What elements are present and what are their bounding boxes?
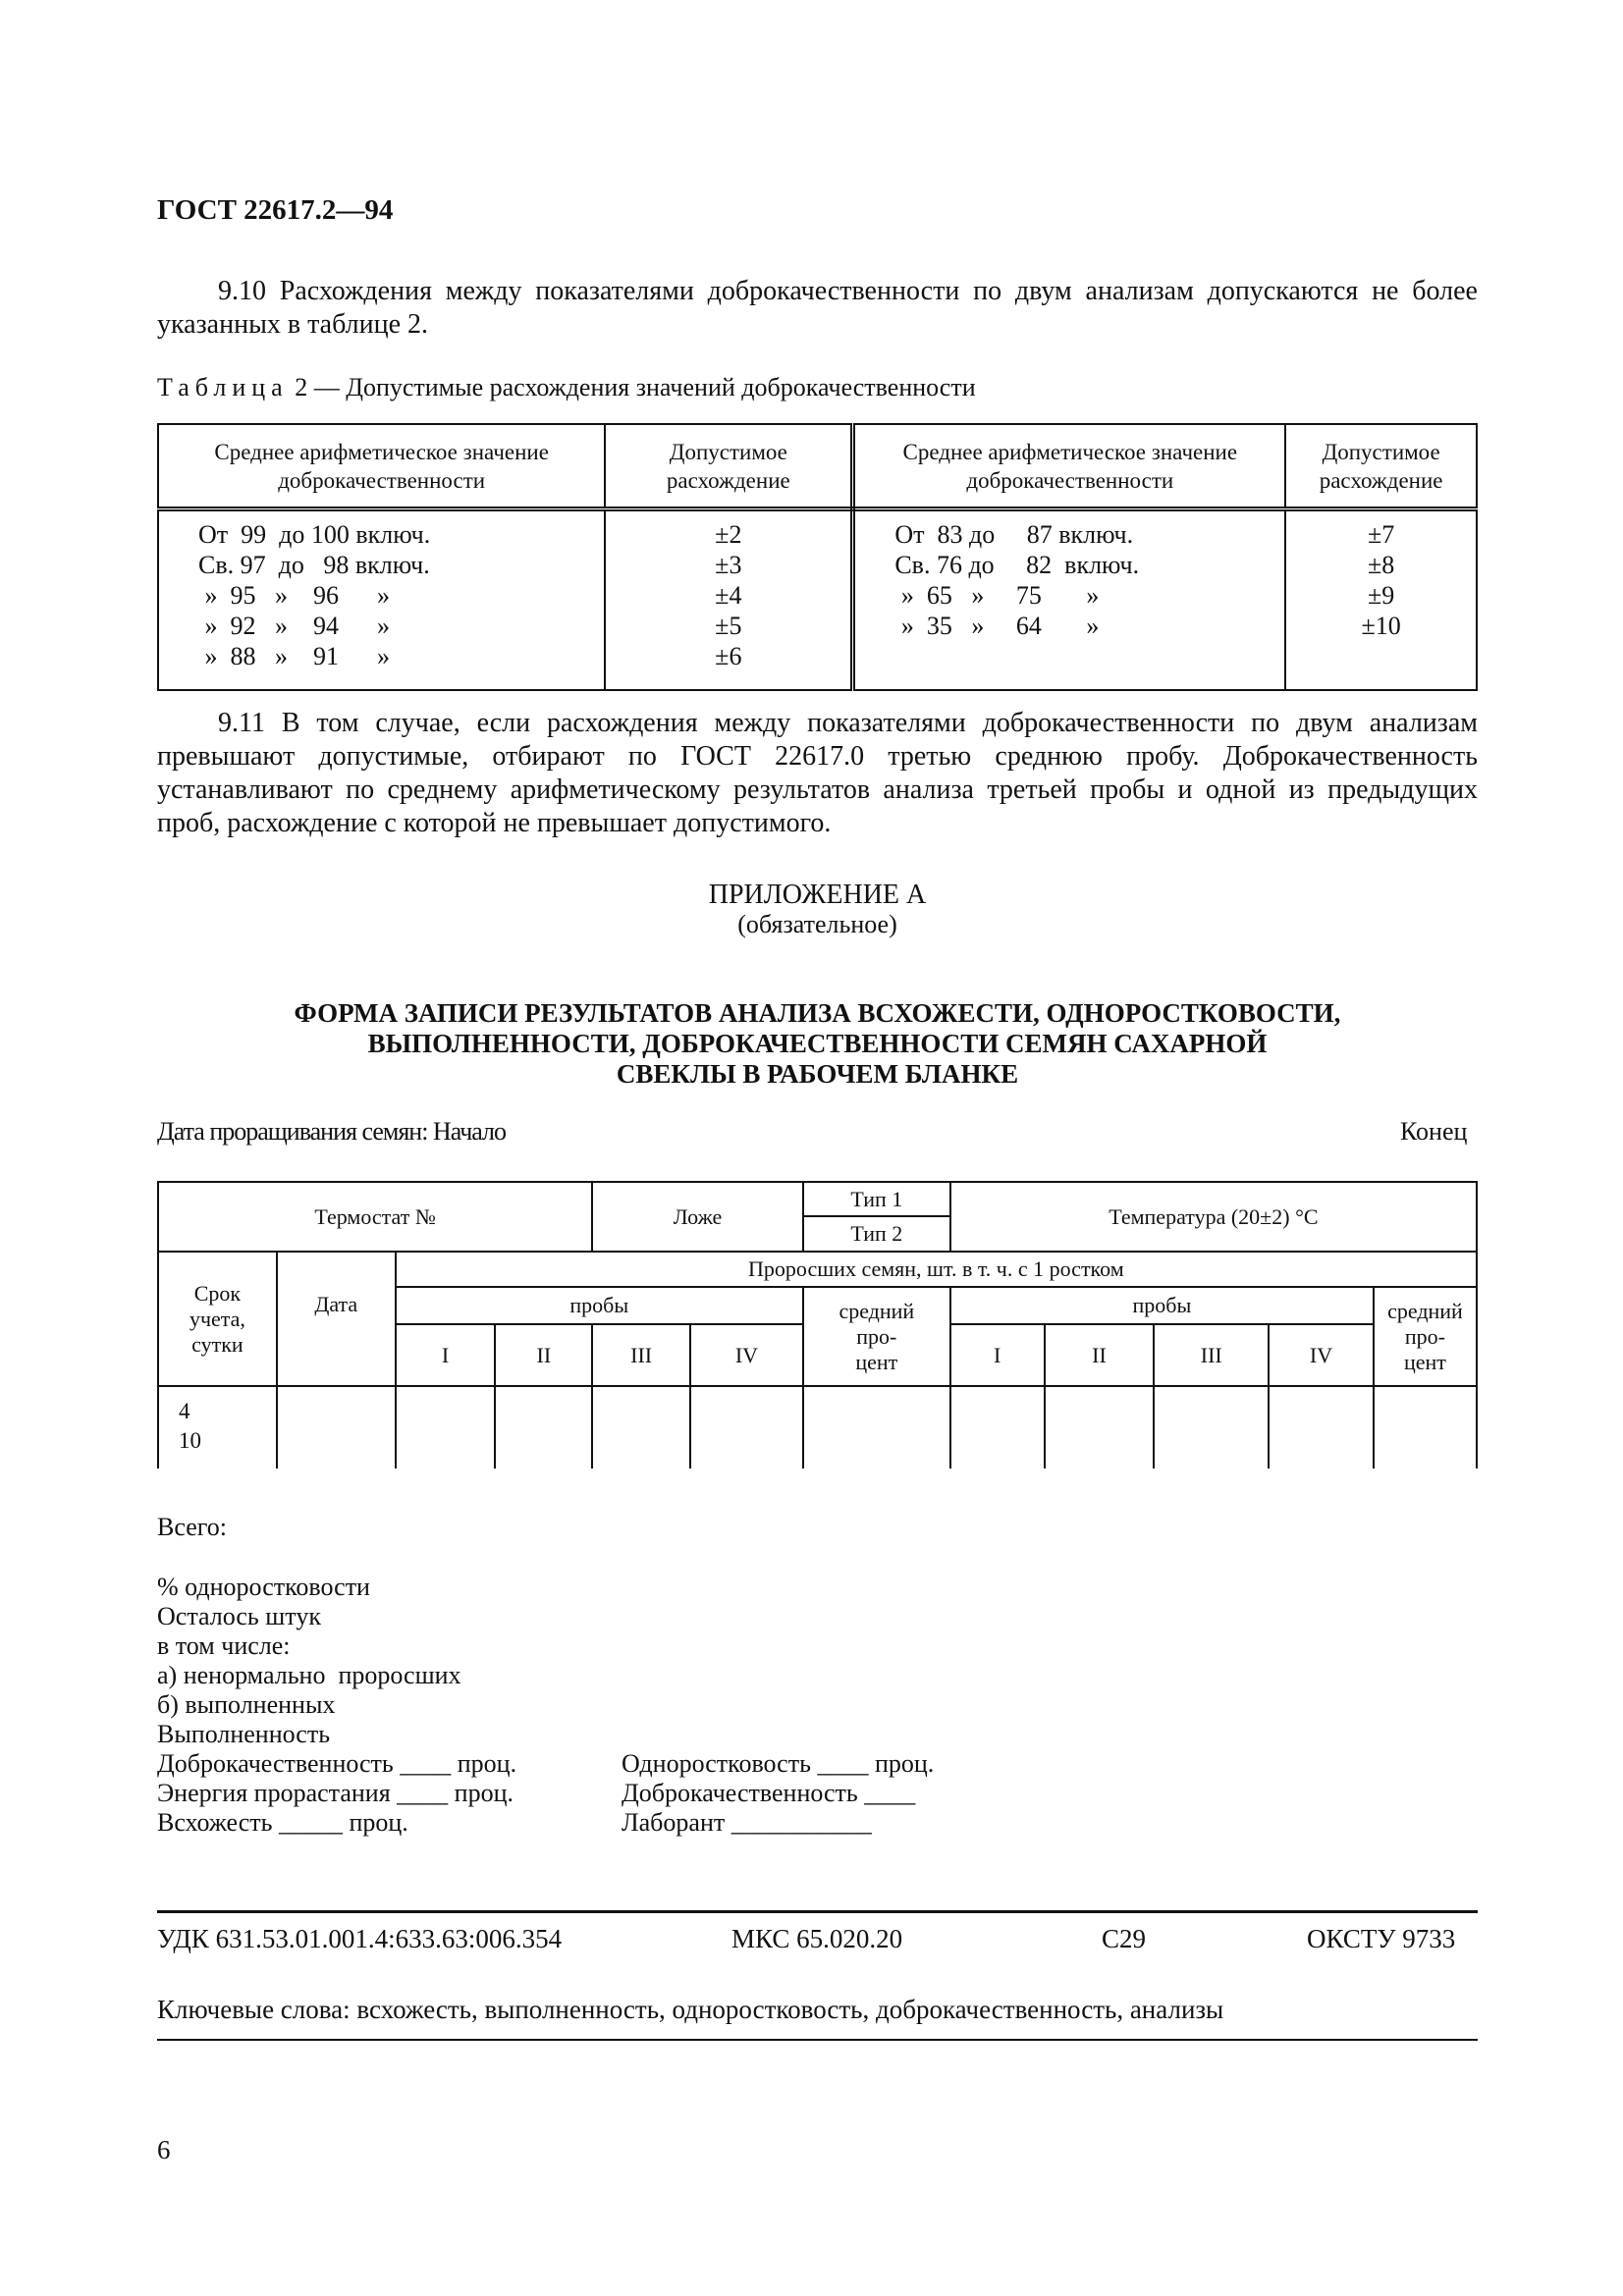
table-right-ranges — [853, 509, 1285, 691]
value-cell: ±3 — [715, 551, 742, 579]
range-row: » 88 » 91 » — [198, 642, 390, 670]
table-left-values — [605, 509, 853, 691]
range-row: Св. 76 до 82 включ. — [894, 551, 1140, 579]
range-row: » 92 » 94 » — [198, 612, 390, 640]
section-9-11: 9.11 В том случае, если расхождения между показателями доброкачественности по двум анализам превышают допустимые, отбирают по ГОСТ 22617.0 третью среднюю пробу. Доброкачественность устанавливают по среднему арифметическому результатов анализа третьей пробы и одной из предыдущих проб, расхождение с которой не превышает допустимого. — [157, 708, 1478, 838]
empty-cell — [277, 1386, 396, 1468]
table-header-mean-left: Среднее арифметическое значение доброкачественности — [158, 424, 605, 509]
table-row — [158, 1386, 1477, 1468]
sample-iv-left: IV — [690, 1324, 803, 1386]
range-row: » 95 » 96 » — [198, 581, 390, 610]
value-cell: ±6 — [715, 642, 742, 670]
empty-cell — [1269, 1386, 1374, 1468]
page-number: 6 — [157, 2135, 171, 2164]
footer-top-rule — [157, 1910, 1478, 1913]
table-header-tolerance-right: Допустимое расхождение — [1285, 424, 1477, 509]
results-form-table — [157, 1181, 1478, 1468]
sample-iv-right: IV — [1269, 1324, 1374, 1386]
avg-percent-right: средний про- цент — [1374, 1287, 1477, 1386]
empty-cell — [803, 1386, 950, 1468]
section-9-10: 9.10 Расхождения между показателями доброкачественности по двум анализам допускаются не более указанных в таблице 2. — [157, 276, 1478, 340]
empty-cell — [396, 1386, 496, 1468]
range-row: Св. 97 до 98 включ. — [198, 551, 430, 579]
mks-code: МКС 65.020.20 — [731, 1924, 903, 1953]
okstu-code: ОКСТУ 9733 — [1307, 1924, 1456, 1953]
range-row: От 99 до 100 включ. — [198, 520, 431, 549]
type-2-label: Тип 2 — [803, 1216, 950, 1252]
date-label: Дата — [277, 1252, 396, 1386]
value-cell: ±2 — [715, 520, 742, 549]
footer-bottom-rule — [157, 2039, 1478, 2041]
udk-code: УДК 631.53.01.001.4:633.63:006.354 — [157, 1924, 563, 1953]
sample-i-left: I — [396, 1324, 496, 1386]
empty-cell — [690, 1386, 803, 1468]
empty-cell — [592, 1386, 690, 1468]
appendix-subtitle: (обязательное) — [737, 910, 897, 938]
value-cell: ±4 — [715, 581, 742, 610]
appendix-title: ПРИЛОЖЕНИЕ А — [708, 880, 927, 910]
empty-cell — [1374, 1386, 1477, 1468]
table-header-mean-right: Среднее арифметическое значение доброкачественности — [853, 424, 1285, 509]
form-title: ФОРМА ЗАПИСИ РЕЗУЛЬТАТОВ АНАЛИЗА ВСХОЖЕСТИ, ОДНОРОСТКОВОСТИ, ВЫПОЛНЕННОСТИ, ДОБРОКАЧЕСТВЕННОСТИ СЕМЯН САХАРНОЙ СВЕКЛЫ В РАБОЧЕМ БЛАНКЕ — [294, 998, 1341, 1089]
empty-cell — [1154, 1386, 1269, 1468]
germination-start-label: Дата проращивания семян: Начало — [157, 1117, 507, 1146]
value-cell: ±9 — [1367, 581, 1395, 610]
sample-ii-left: II — [495, 1324, 592, 1386]
samples-label-left: пробы — [396, 1287, 803, 1324]
sample-i-right: I — [950, 1324, 1045, 1386]
value-cell: ±5 — [715, 612, 742, 640]
total-label: Всего: — [157, 1513, 227, 1541]
value-cell: ±8 — [1367, 551, 1395, 579]
table-right-values — [1285, 509, 1477, 691]
days-cell: 4 10 — [158, 1386, 277, 1468]
table-header-tolerance-left: Допустимое расхождение — [605, 424, 853, 509]
type-1-label: Тип 1 — [803, 1182, 950, 1216]
samples-label-right: пробы — [950, 1287, 1374, 1324]
table-left-ranges — [158, 509, 605, 691]
tolerance-table — [157, 423, 1478, 691]
summary-lines: % одноростковости Осталось штук в том числе: а) ненормально проросших б) выполненных Выполненность Доброкачественность ____ проц. Энергия прорастания ____ проц. Всхожесть _____ проц. — [157, 1573, 517, 1837]
range-row: » 65 » 75 » — [894, 581, 1100, 610]
sprouted-label: Проросших семян, шт. в т. ч. с 1 ростком — [396, 1252, 1477, 1287]
bed-label: Ложе — [592, 1182, 803, 1252]
table-2-caption: Таблица 2 — Допустимые расхождения значений доброкачественности — [157, 373, 976, 401]
keywords-line: Ключевые слова: всхожесть, выполненность, одноростковость, доброкачественность, анализы — [157, 1995, 1224, 2024]
document-code: ГОСТ 22617.2—94 — [157, 194, 394, 226]
value-cell: ±10 — [1361, 612, 1401, 640]
summary-right-column: Одноростковость ____ проц. Доброкачественность ____ Лаборант ___________ — [622, 1749, 935, 1837]
c-code: С29 — [1102, 1924, 1147, 1953]
value-cell: ±7 — [1367, 520, 1395, 549]
avg-percent-left: средний про- цент — [803, 1287, 950, 1386]
empty-cell — [950, 1386, 1045, 1468]
term-label: Срок учета, сутки — [158, 1252, 277, 1386]
range-row: От 83 до 87 включ. — [894, 520, 1134, 549]
temperature-label: Температура (20±2) °С — [950, 1182, 1477, 1252]
thermostat-label: Термостат № — [158, 1182, 592, 1252]
sample-iii-left: III — [592, 1324, 690, 1386]
germination-end-label: Конец — [1400, 1117, 1468, 1146]
sample-ii-right: II — [1045, 1324, 1155, 1386]
range-row: » 35 » 64 » — [894, 612, 1100, 640]
empty-cell — [495, 1386, 592, 1468]
empty-cell — [1045, 1386, 1155, 1468]
sample-iii-right: III — [1154, 1324, 1269, 1386]
